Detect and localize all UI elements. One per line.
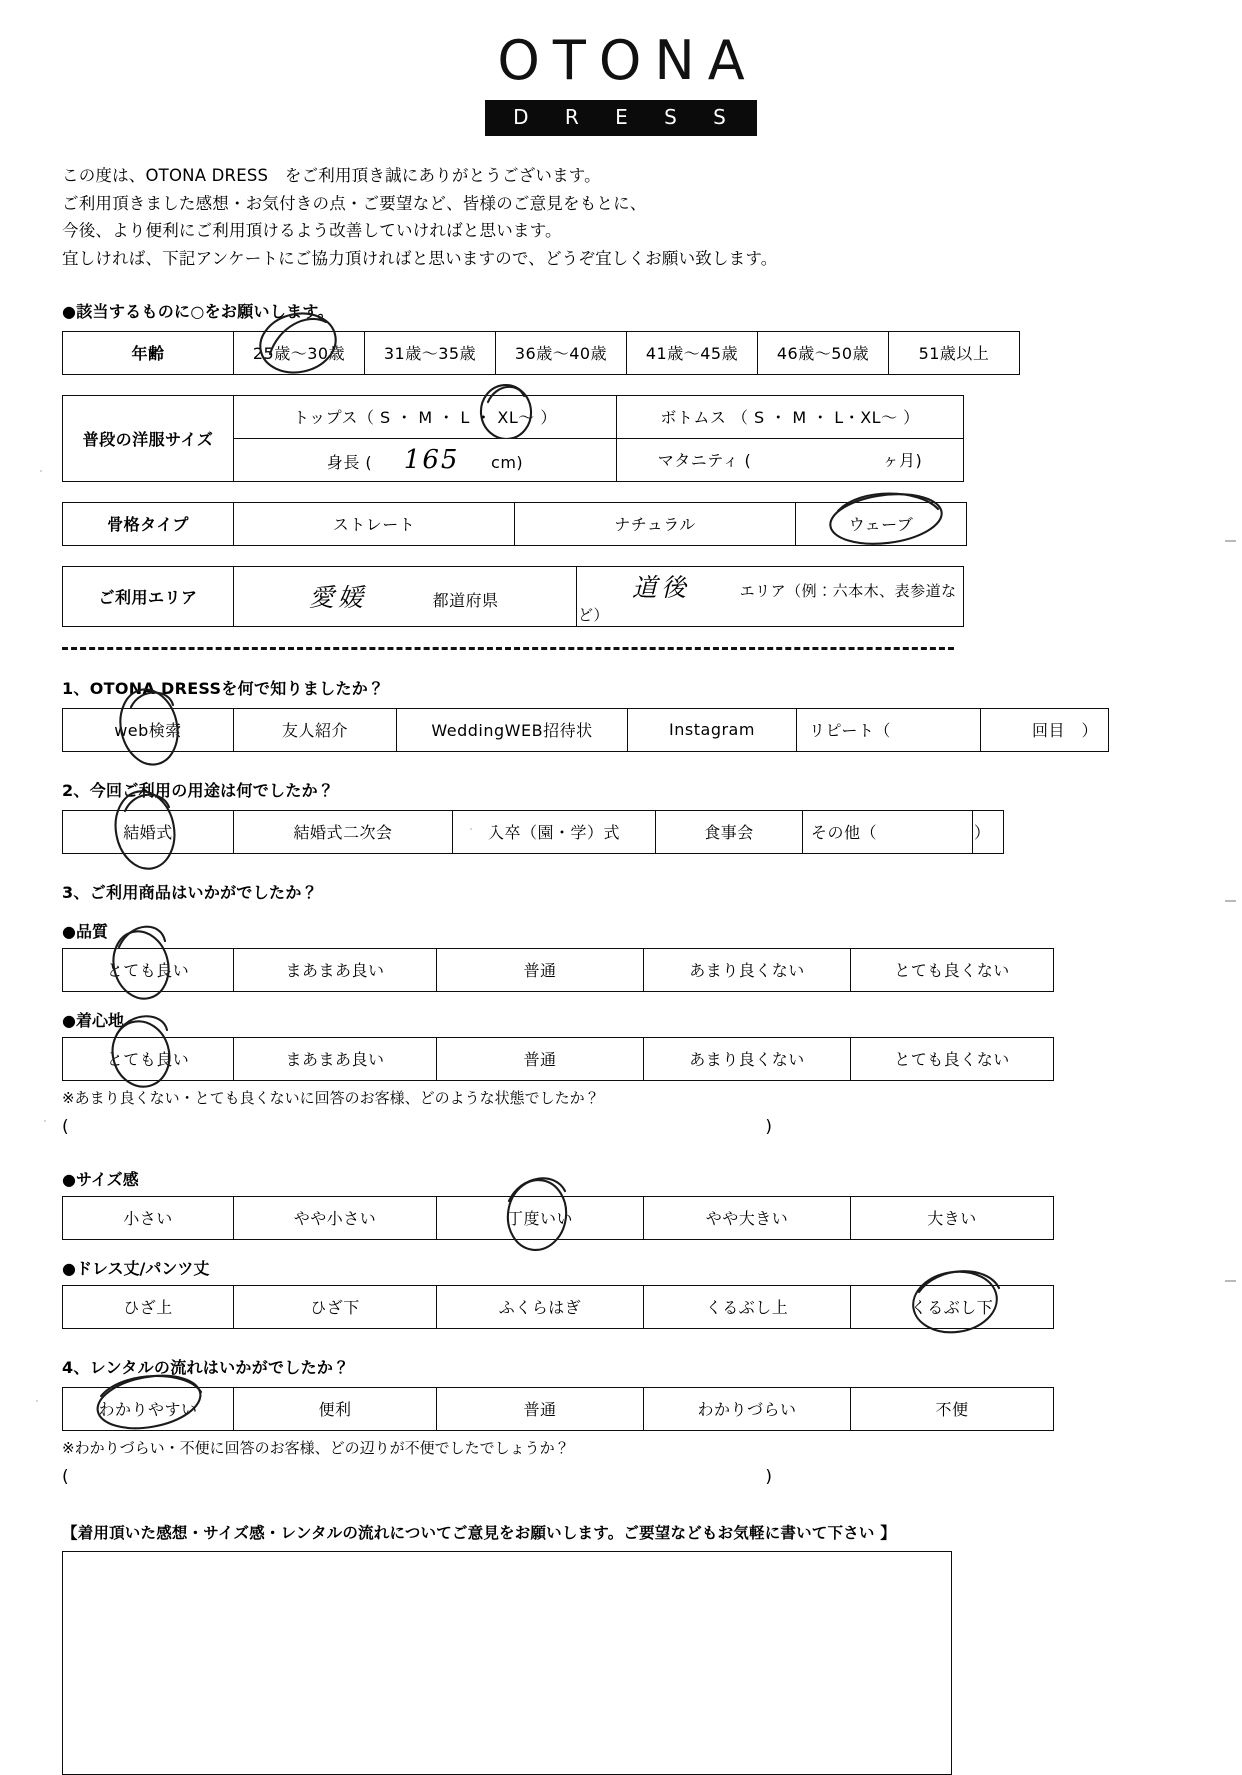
- q1-option-1[interactable]: 友人紹介: [234, 708, 397, 751]
- q2-option-3[interactable]: 食事会: [656, 810, 803, 853]
- scan-artifact: [40, 470, 42, 472]
- table-row: [63, 810, 1004, 853]
- brand-logo: [0, 0, 1242, 136]
- quality-option-3[interactable]: あまり良くない: [644, 948, 851, 991]
- q2-option-label: 結婚式: [123, 823, 173, 843]
- frame-option-2[interactable]: [796, 502, 967, 545]
- table-row: [63, 1037, 1054, 1080]
- section-divider: [62, 647, 954, 650]
- prefecture-value: 愛媛: [309, 583, 368, 613]
- intro-line-2: ご利用頂きました感想・お気付きの点・ご要望など、皆様のご意見をもとに、: [62, 193, 647, 213]
- intro-line-4: 宜しければ、下記アンケートにご協力頂ければと思いますので、どうぞ宜しくお願い致します。: [62, 249, 778, 269]
- area-value: 道後: [632, 572, 691, 602]
- length-option-4[interactable]: [851, 1285, 1054, 1328]
- table-row: [63, 708, 1109, 751]
- open-paren-left: (: [62, 1466, 69, 1487]
- q3-quality-label: ●品質: [62, 921, 108, 941]
- prefecture-cell[interactable]: [234, 566, 577, 626]
- height-unit: cm): [491, 452, 524, 472]
- scan-artifact: [1225, 900, 1236, 902]
- area-table: [62, 566, 964, 627]
- q2-other-suffix: ）: [974, 823, 991, 843]
- frame-type-table: [62, 502, 967, 546]
- tops-size-cell[interactable]: [234, 395, 617, 438]
- intro-paragraph: [62, 162, 1242, 273]
- quality-option-4[interactable]: とても良くない: [851, 948, 1054, 991]
- age-option-1[interactable]: 31歳〜35歳: [365, 331, 496, 374]
- q4-option-0[interactable]: [63, 1387, 234, 1430]
- intro-line-3: 今後、より便利にご利用頂けるよう改善していければと思います。: [62, 221, 562, 241]
- age-table: [62, 331, 1020, 375]
- scan-artifact: [470, 828, 472, 830]
- table-row: [63, 502, 967, 545]
- fit-option-4[interactable]: 大きい: [851, 1196, 1054, 1239]
- fit-option-1[interactable]: やや小さい: [234, 1196, 437, 1239]
- quality-option-1[interactable]: まあまあ良い: [234, 948, 437, 991]
- q3-comfort-table: [62, 1037, 1054, 1081]
- height-label: 身長 (: [326, 452, 373, 472]
- q1-option-label: web検索: [114, 721, 182, 741]
- age-option-3[interactable]: 41歳〜45歳: [627, 331, 758, 374]
- q4-heading: 4、レンタルの流れはいかがでしたか？: [62, 1357, 350, 1377]
- comfort-option-0[interactable]: [63, 1037, 234, 1080]
- clothing-size-label: 普段の洋服サイズ: [63, 395, 234, 481]
- q4-note: ※わかりづらい・不便に回答のお客様、どの辺りが不便でしたでしょうか？: [62, 1438, 570, 1457]
- maternity-label: マタニティ (: [657, 451, 752, 471]
- area-caption: エリア（例：六本木、表参道など）: [578, 581, 957, 624]
- q2-other-suffix-cell[interactable]: [973, 810, 1004, 853]
- q1-repeat-label: リピート（: [809, 721, 891, 741]
- q1-option-2[interactable]: WeddingWEB招待状: [397, 708, 628, 751]
- q1-heading: 1、OTONA DRESSを何で知りましたか？: [62, 678, 385, 698]
- brand-name: OTONA: [497, 29, 758, 92]
- comfort-option-1[interactable]: まあまあ良い: [234, 1037, 437, 1080]
- q2-option-0[interactable]: [63, 810, 234, 853]
- quality-option-2[interactable]: 普通: [437, 948, 644, 991]
- fit-option-0[interactable]: 小さい: [63, 1196, 234, 1239]
- quality-option-0[interactable]: [63, 948, 234, 991]
- q1-repeat-suffix-cell[interactable]: [981, 708, 1109, 751]
- bottoms-size-cell[interactable]: ボトムス （ S ・ M ・ L・XL〜 ）: [617, 395, 964, 438]
- scan-artifact: [1225, 540, 1236, 542]
- frame-option-label: ウェーブ: [848, 515, 914, 535]
- q4-option-4[interactable]: 不便: [851, 1387, 1054, 1430]
- comfort-option-4[interactable]: とても良くない: [851, 1037, 1054, 1080]
- area-label: ご利用エリア: [63, 566, 234, 626]
- q1-option-0[interactable]: [63, 708, 234, 751]
- age-option-label: 25歳〜30歳: [252, 344, 346, 364]
- clothing-size-table: [62, 395, 964, 482]
- age-option-0[interactable]: [234, 331, 365, 374]
- q4-table: [62, 1387, 1054, 1431]
- open-paren-left: (: [62, 1116, 69, 1137]
- q3-comfort-note: ※あまり良くない・とても良くないに回答のお客様、どのような状態でしたか？: [62, 1088, 600, 1107]
- q1-repeat-suffix: 回目 ）: [1031, 721, 1098, 741]
- comment-heading: 【着用頂いた感想・サイズ感・レンタルの流れについてご意見をお願いします。ご要望などもお気軽に書いて下さい 】: [62, 1523, 896, 1542]
- q4-option-2[interactable]: 普通: [437, 1387, 644, 1430]
- fit-option-3[interactable]: やや大きい: [644, 1196, 851, 1239]
- q3-fit-table: [62, 1196, 1054, 1240]
- open-paren-right: ): [765, 1466, 772, 1487]
- frame-option-0[interactable]: ストレート: [234, 502, 515, 545]
- table-row: [63, 395, 964, 438]
- length-option-1[interactable]: ひざ下: [234, 1285, 437, 1328]
- height-cell[interactable]: [234, 438, 617, 481]
- q2-heading: 2、今回ご利用の用途は何でしたか？: [62, 780, 335, 800]
- fit-option-2[interactable]: [437, 1196, 644, 1239]
- age-option-5[interactable]: 51歳以上: [889, 331, 1020, 374]
- table-row: [63, 948, 1054, 991]
- length-option-label: くるぶし下: [910, 1298, 994, 1318]
- prefecture-caption: 都道府県: [432, 591, 499, 611]
- frame-option-1[interactable]: ナチュラル: [515, 502, 796, 545]
- q3-fit-label: ●サイズ感: [62, 1169, 139, 1189]
- q4-option-1[interactable]: 便利: [234, 1387, 437, 1430]
- q1-table: [62, 708, 1109, 752]
- q4-open-answer[interactable]: [62, 1467, 952, 1487]
- height-value: 165: [403, 444, 460, 475]
- length-option-2[interactable]: ふくらはぎ: [437, 1285, 644, 1328]
- q3-quality-table: [62, 948, 1054, 992]
- table-row: [63, 1285, 1054, 1328]
- comfort-option-label: とても良い: [106, 1050, 190, 1070]
- maternity-cell[interactable]: [617, 438, 964, 481]
- q3-comfort-label: ●着心地: [62, 1010, 124, 1030]
- scan-artifact: [44, 1120, 46, 1122]
- scan-artifact: [36, 1400, 38, 1402]
- quality-option-label: とても良い: [106, 961, 190, 981]
- scan-artifact: [1225, 1280, 1236, 1282]
- maternity-unit: ヶ月): [882, 451, 923, 471]
- q3-heading: 3、ご利用商品はいかがでしたか？: [62, 882, 318, 902]
- q3-length-label: ●ドレス丈/パンツ丈: [62, 1258, 210, 1278]
- q1-option-3[interactable]: Instagram: [628, 708, 797, 751]
- q2-other-label: その他（: [811, 823, 878, 843]
- q1-repeat-cell[interactable]: [797, 708, 981, 751]
- profile-heading: ●該当するものに○をお願いします。: [62, 301, 334, 321]
- q2-option-2[interactable]: 入卒（園・学）式: [453, 810, 656, 853]
- age-option-4[interactable]: 46歳〜50歳: [758, 331, 889, 374]
- open-paren-right: ): [765, 1116, 772, 1137]
- length-option-0[interactable]: ひざ上: [63, 1285, 234, 1328]
- q2-other-cell[interactable]: [803, 810, 973, 853]
- q4-option-3[interactable]: わかりづらい: [644, 1387, 851, 1430]
- table-row: [63, 566, 964, 626]
- age-label: 年齢: [63, 331, 234, 374]
- comfort-option-2[interactable]: 普通: [437, 1037, 644, 1080]
- tops-size-text: トップス（ S ・ M ・ L ・ XL〜 ）: [293, 408, 557, 428]
- q3-comfort-open-answer[interactable]: [62, 1117, 952, 1137]
- brand-subtitle: D R E S S: [485, 100, 757, 136]
- length-option-3[interactable]: くるぶし上: [644, 1285, 851, 1328]
- q2-option-1[interactable]: 結婚式二次会: [234, 810, 453, 853]
- table-row: [63, 1196, 1054, 1239]
- q2-table: [62, 810, 1004, 854]
- frame-type-label: 骨格タイプ: [63, 502, 234, 545]
- comfort-option-3[interactable]: あまり良くない: [644, 1037, 851, 1080]
- intro-line-1: この度は、OTONA DRESS をご利用頂き誠にありがとうございます。: [62, 166, 601, 185]
- q3-length-table: [62, 1285, 1054, 1329]
- q4-option-label: わかりやすい: [98, 1400, 198, 1420]
- fit-option-label: 丁度いい: [506, 1209, 573, 1229]
- table-row: [63, 1387, 1054, 1430]
- area-value-cell[interactable]: [577, 566, 964, 626]
- age-option-2[interactable]: 36歳〜40歳: [496, 331, 627, 374]
- table-row: [63, 331, 1020, 374]
- comment-textarea[interactable]: [62, 1551, 952, 1775]
